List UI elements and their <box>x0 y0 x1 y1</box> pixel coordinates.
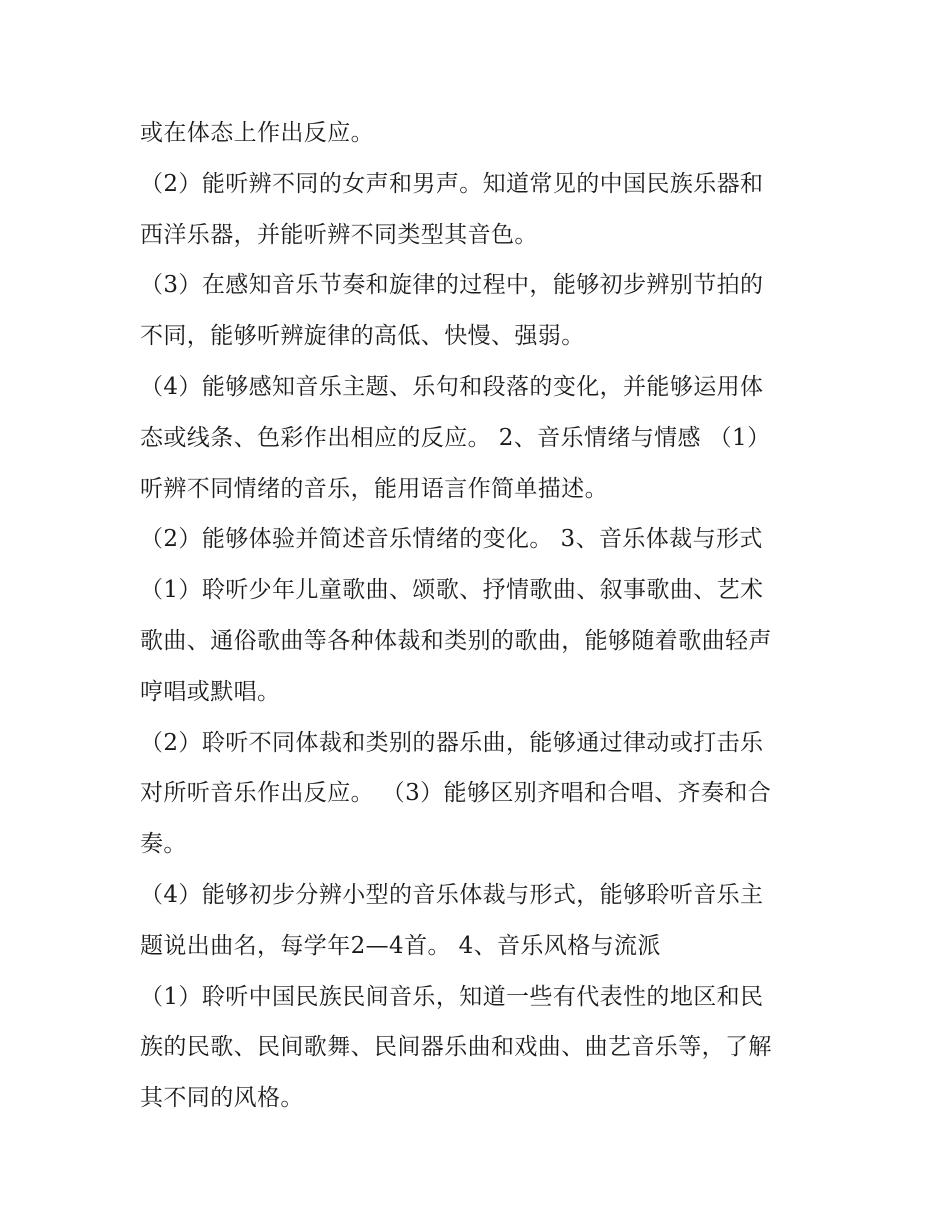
text-line: 题说出曲名，每学年2—4首。 4、音乐风格与流派 <box>140 932 661 959</box>
text-line: （2）能够体验并简述音乐情绪的变化。 3、音乐体裁与形式 <box>140 526 763 553</box>
text-line: 其不同的风格。 <box>140 1085 304 1112</box>
text-line: （4）能够感知音乐主题、乐句和段落的变化，并能够运用体 <box>140 373 764 400</box>
text-line: 或在体态上作出反应。 <box>140 120 374 146</box>
text-line: 不同，能够听辨旋律的高低、快慢、强弱。 <box>140 323 585 350</box>
text-line: 哼唱或默唱。 <box>140 678 281 705</box>
document-body <box>140 108 820 1124</box>
text-line: 歌曲、通俗歌曲等各种体裁和类别的歌曲，能够随着歌曲轻声 <box>140 627 772 654</box>
text-line: 听辨不同情绪的音乐，能用语言作简单描述。 <box>140 475 608 502</box>
text-line: （1）聆听少年儿童歌曲、颂歌、抒情歌曲、叙事歌曲、艺术 <box>140 577 764 604</box>
text-line: （1）聆听中国民族民间音乐，知道一些有代表性的地区和民 <box>140 983 764 1010</box>
text-line: （3）在感知音乐节奏和旋律的过程中，能够初步辨别节拍的 <box>140 272 764 299</box>
text-line: 族的民歌、民间歌舞、民间器乐曲和戏曲、曲艺音乐等，了解 <box>140 1034 772 1061</box>
text-line: （2）能听辨不同的女声和男声。知道常见的中国民族乐器和 <box>140 170 764 197</box>
text-line: （4）能够初步分辨小型的音乐体裁与形式，能够聆听音乐主 <box>140 881 764 908</box>
text-line: （2）聆听不同体裁和类别的器乐曲，能够通过律动或打击乐 <box>140 729 764 756</box>
text-line: 西洋乐器，并能听辨不同类型其音色。 <box>140 221 538 248</box>
text-line: 态或线条、色彩作出相应的反应。 2、音乐情绪与情感 （1） <box>140 424 771 451</box>
text-line: 对所听音乐作出反应。 （3）能够区别齐唱和合唱、齐奏和合 <box>140 780 772 807</box>
text-line: 奏。 <box>140 831 187 858</box>
